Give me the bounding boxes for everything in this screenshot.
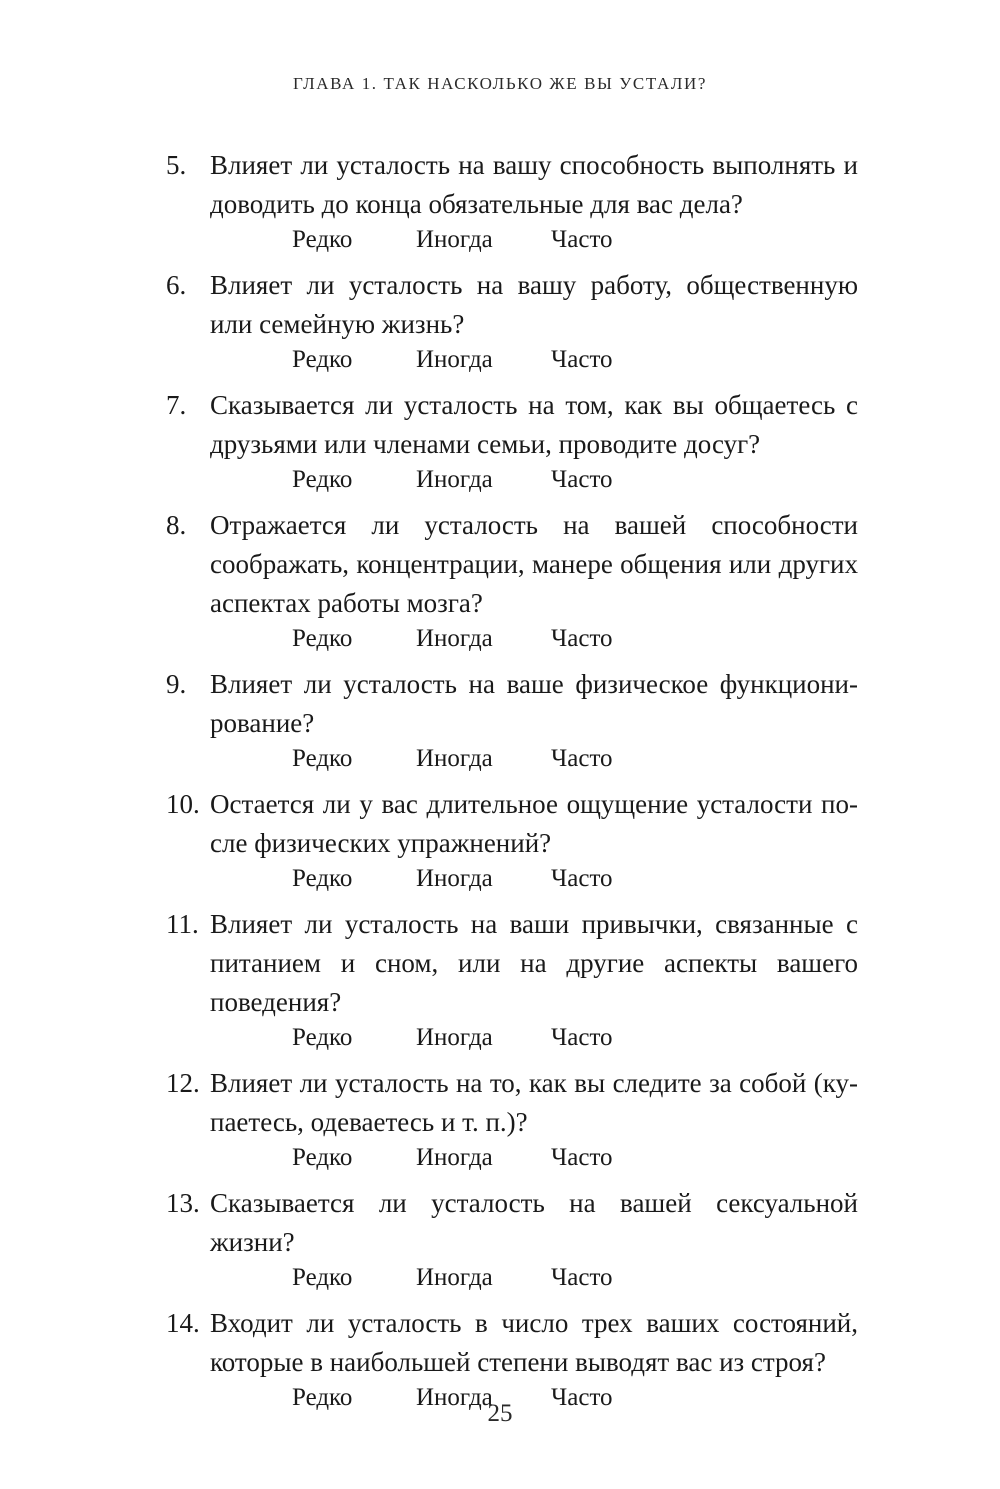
answer-options: [166, 1140, 858, 1176]
question-number: 5.: [166, 150, 187, 180]
option-sometimes: Иногда: [416, 1144, 493, 1171]
question-text: Сказывается ли усталость на том, как вы общаетесь с друзьями или членами семьи, проводите досуг?: [210, 390, 858, 459]
option-sometimes: Иногда: [416, 625, 493, 652]
question-text: Входит ли усталость в число трех ваших состояний, которые в наибольшей степени выводят вас из строя?: [210, 1308, 858, 1377]
option-often: Часто: [551, 1384, 613, 1411]
option-often: Часто: [551, 625, 613, 652]
question-number: 11.: [166, 909, 199, 939]
question-item: [166, 785, 858, 897]
option-often: Часто: [551, 346, 613, 373]
option-rarely: Редко: [292, 1144, 353, 1171]
question-number: 13.: [166, 1188, 200, 1218]
question-text: Влияет ли усталость на вашу работу, общественную или семейную жизнь?: [210, 270, 858, 339]
option-sometimes: Иногда: [416, 865, 493, 892]
question-text: Влияет ли усталость на вашу способность выполнять и доводить до конца обязательные для вас дела?: [210, 150, 858, 219]
answer-options: [166, 222, 858, 258]
question-number: 12.: [166, 1068, 200, 1098]
question-text: Влияет ли усталость на ваши привычки, связанные с питанием и сном, или на другие аспекты вашего поведения?: [210, 909, 858, 1017]
question-number: 6.: [166, 270, 187, 300]
question-number: 9.: [166, 669, 187, 699]
question-list: [166, 146, 858, 1424]
option-often: Часто: [551, 865, 613, 892]
question-text: Остается ли у вас длительное ощущение усталости после физических упражнений?: [210, 789, 858, 858]
option-sometimes: Иногда: [416, 745, 493, 772]
question-item: [166, 386, 858, 498]
page-number: 25: [487, 1400, 513, 1427]
answer-options: [166, 1020, 858, 1056]
question-item: [166, 266, 858, 378]
option-sometimes: Иногда: [416, 466, 493, 493]
question-item: [166, 905, 858, 1056]
question-item: [166, 665, 858, 777]
option-rarely: Редко: [292, 1384, 353, 1411]
question-text: Влияет ли усталость на то, как вы следите за собой (купаетесь, одеваетесь и т. п.)?: [210, 1068, 858, 1137]
question-item: [166, 1184, 858, 1296]
answer-options: [166, 1260, 858, 1296]
option-rarely: Редко: [292, 346, 353, 373]
answer-options: [166, 462, 858, 498]
option-sometimes: Иногда: [416, 1384, 493, 1411]
option-often: Часто: [551, 1264, 613, 1291]
answer-options: [166, 861, 858, 897]
option-rarely: Редко: [292, 226, 353, 253]
option-rarely: Редко: [292, 865, 353, 892]
option-sometimes: Иногда: [416, 346, 493, 373]
answer-options: [166, 621, 858, 657]
option-often: Часто: [551, 1144, 613, 1171]
question-number: 8.: [166, 510, 187, 540]
option-rarely: Редко: [292, 745, 353, 772]
option-sometimes: Иногда: [416, 1024, 493, 1051]
question-number: 7.: [166, 390, 187, 420]
option-often: Часто: [551, 745, 613, 772]
option-rarely: Редко: [292, 466, 353, 493]
answer-options: [166, 741, 858, 777]
option-sometimes: Иногда: [416, 226, 493, 253]
question-number: 14.: [166, 1308, 200, 1338]
question-text: Отражается ли усталость на вашей способности соображать, концентрации, манере общения или других аспектах работы мозга?: [210, 510, 858, 618]
question-item: [166, 146, 858, 258]
question-text: Влияет ли усталость на ваше физическое функционирование?: [210, 669, 858, 738]
option-often: Часто: [551, 226, 613, 253]
option-sometimes: Иногда: [416, 1264, 493, 1291]
question-item: [166, 1064, 858, 1176]
question-item: [166, 506, 858, 657]
option-rarely: Редко: [292, 625, 353, 652]
question-number: 10.: [166, 789, 200, 819]
option-often: Часто: [551, 466, 613, 493]
answer-options: [166, 342, 858, 378]
option-often: Часто: [551, 1024, 613, 1051]
running-head: ГЛАВА 1. ТАК НАСКОЛЬКО ЖЕ ВЫ УСТАЛИ?: [292, 74, 708, 93]
question-text: Сказывается ли усталость на вашей сексуальной жизни?: [210, 1188, 858, 1257]
option-rarely: Редко: [292, 1024, 353, 1051]
option-rarely: Редко: [292, 1264, 353, 1291]
